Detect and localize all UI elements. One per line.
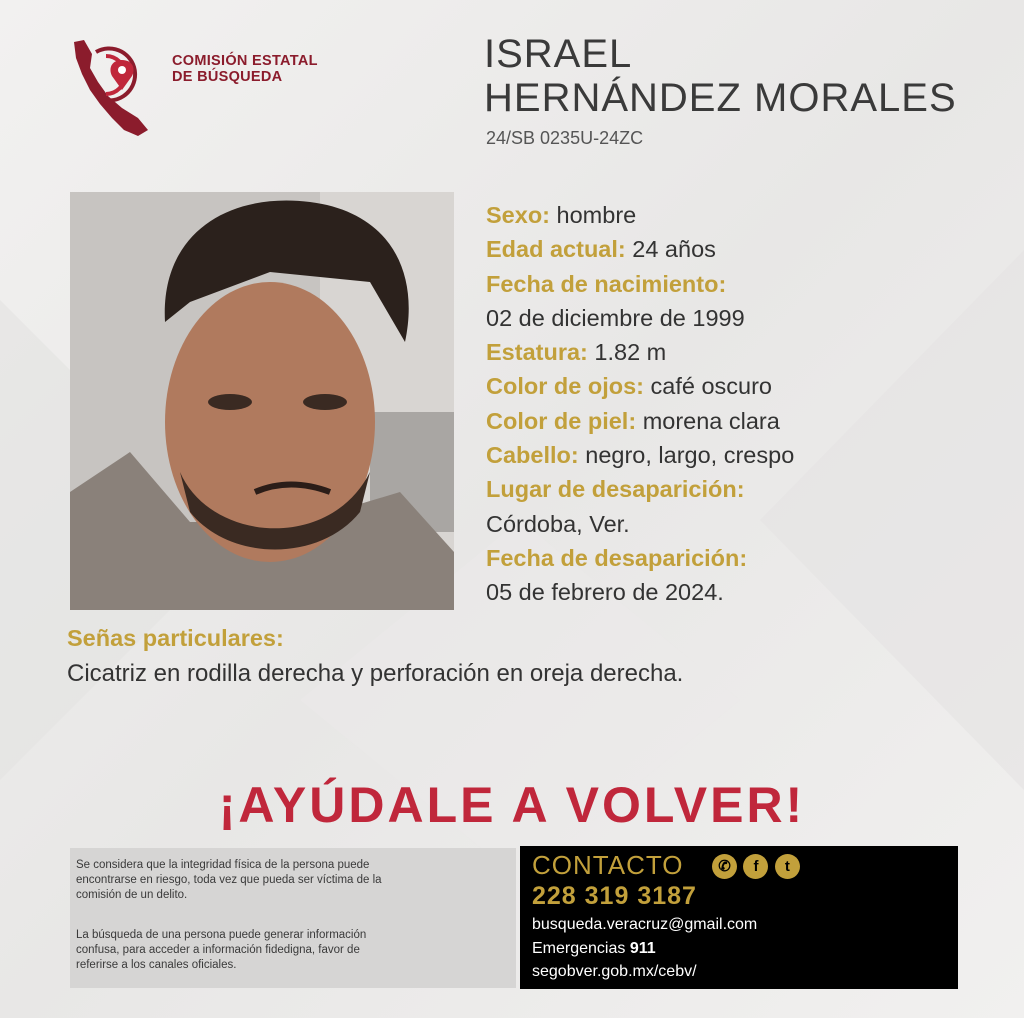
case-code: 24/SB 0235U-24ZC xyxy=(486,128,644,148)
edad-row: Edad actual: 24 años xyxy=(486,236,716,263)
cabello-row: Cabello: negro, largo, crespo xyxy=(486,442,795,469)
commission-logo xyxy=(68,34,348,144)
location-pin-icon xyxy=(110,60,133,90)
disclaimer-paragraph-2: La búsqueda de una persona puede generar información confusa, para acceder a información fidedigna, favor de referirse a los canales oficiales. xyxy=(76,929,367,971)
sexo-row: Sexo: hombre xyxy=(486,202,637,228)
contact-emergency: Emergencias 911 xyxy=(532,940,656,957)
disclaimer-paragraph-1: Se considera que la integridad física de la persona puede encontrarse en riesgo, toda vez que pueda ser víctima de la comisión de un delito. xyxy=(76,859,382,901)
senas-value: Cicatriz en rodilla derecha y perforación en oreja derecha. xyxy=(67,660,684,687)
fecha-value: 05 de febrero de 2024. xyxy=(486,579,724,606)
lugar-label: Lugar de desaparición: xyxy=(486,476,745,503)
nacimiento-label: Fecha de nacimiento: xyxy=(486,270,727,297)
contact-phone[interactable]: 228 319 3187 xyxy=(532,882,697,910)
twitter-icon[interactable]: t xyxy=(775,854,800,879)
contact-box xyxy=(520,846,958,989)
ojos-row: Color de ojos: café oscuro xyxy=(486,373,772,400)
lugar-value: Córdoba, Ver. xyxy=(486,510,630,537)
commission-name: COMISIÓN ESTATAL DE BÚSQUEDA xyxy=(172,53,318,85)
person-photo xyxy=(70,192,454,610)
contact-title: CONTACTO xyxy=(532,850,684,880)
person-name: ISRAEL HERNÁNDEZ MORALES xyxy=(484,32,957,120)
facebook-icon[interactable]: f xyxy=(743,854,768,879)
piel-row: Color de piel: morena clara xyxy=(486,407,780,434)
disclaimer-box xyxy=(70,848,516,988)
phone-icon[interactable]: ✆ xyxy=(712,854,737,879)
contact-email[interactable]: busqueda.veracruz@gmail.com xyxy=(532,916,758,933)
veracruz-map-icon xyxy=(74,40,148,136)
nacimiento-value: 02 de diciembre de 1999 xyxy=(486,304,745,331)
senas-label: Señas particulares: xyxy=(67,625,284,651)
estatura-row: Estatura: 1.82 m xyxy=(486,339,667,366)
social-icons xyxy=(712,854,802,879)
person-details xyxy=(486,198,794,610)
call-to-action: ¡AYÚDALE A VOLVER! xyxy=(218,777,806,833)
contact-website[interactable]: segobver.gob.mx/cebv/ xyxy=(532,963,697,980)
fecha-label: Fecha de desaparición: xyxy=(486,544,748,571)
